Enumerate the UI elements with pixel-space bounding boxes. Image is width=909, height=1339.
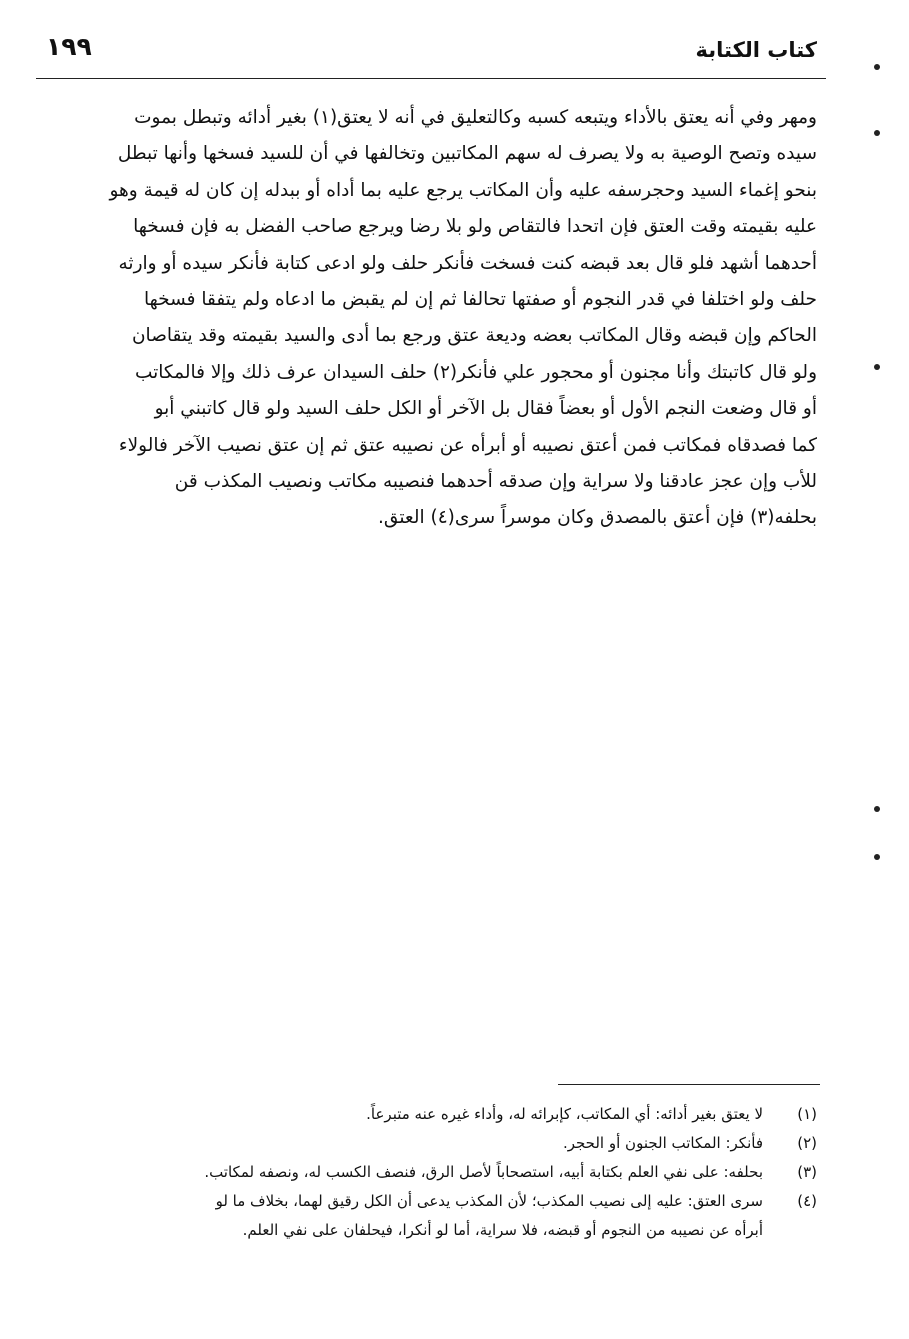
- text-line: عليه بقيمته وقت العتق فإن اتحدا فالتقاص ولو بلا رضا ويرجع صاحب الفضل به فإن فسخها: [133, 216, 817, 238]
- margin-mark: [874, 64, 880, 70]
- footnote-rule: [558, 1084, 820, 1085]
- footnote-text: [27, 1158, 763, 1187]
- text-line: أحدهما أشهد فلو قال بعد قبضه كنت فسخت فأنكر حلف ولو ادعى كتابة فأنكر سيده أو وارثه: [118, 252, 817, 274]
- header-rule: [36, 78, 826, 79]
- margin-mark: [874, 130, 880, 136]
- text-line: الحاكم وإن قبضه وقال المكاتب بعضه وديعة عتق ورجع بما أدى والسيد بقيمته وقد يتقاصان: [131, 325, 817, 347]
- footnote-line: أبرأه عن نصيبه من النجوم أو قبضه، فلا سراية، أما لو أنكرا، فيحلفان على نفي العلم.: [242, 1221, 763, 1239]
- text-line: سيده وتصح الوصية به ولا يصرف له سهم المكاتبين وتخالفها في أن للسيد فسخها وأنها تبطل: [117, 143, 817, 165]
- footnote-number: (٣): [797, 1163, 817, 1181]
- footnote-item: [27, 1100, 817, 1129]
- footnote-text: [27, 1100, 763, 1129]
- text-line: بنحو إغماء السيد وحجرسفه عليه وأن المكاتب يرجع عليه بما أداه أو ببدله إن كان له قيمة وهو: [109, 179, 817, 201]
- text-line: للأب وإن عجز عادقنا ولا سراية وإن صدقه أحدهما فنصيبه مكاتب ونصيب المكذب قن: [174, 471, 817, 493]
- text-line: بحلفه(٣) فإن أعتق بالمصدق وكان موسراً سرى(٤) العتق.: [378, 507, 817, 529]
- text-line: ولو قال كاتبتك وأنا مجنون أو محجور علي فأنكر(٢) حلف السيدان عرف ذلك وإلا فالمكاتب: [134, 361, 817, 383]
- main-text: [31, 100, 817, 537]
- text-line: ومهر وفي أنه يعتق بالأداء ويتبعه كسبه وكالتعليق في أنه لا يعتق(١) بغير أدائه وتبطل بموت: [134, 107, 817, 128]
- footnote-line: سرى العتق: عليه إلى نصيب المكذب؛ لأن المكذب يدعى أن الكل رقيق لهما، بخلاف ما لو: [215, 1192, 763, 1210]
- text-line: أو قال وضعت النجم الأول أو بعضاً فقال بل الآخر أو الكل حلف السيد ولو قال كاتبني أبو: [154, 398, 817, 420]
- margin-mark: [874, 364, 880, 370]
- footnote-line: بحلفه: على نفي العلم بكتابة أبيه، استصحاباً لأصل الرق، فنصف الكسب له، ونصفه لمكاتب.: [204, 1163, 763, 1181]
- running-head: كتاب الكتابة: [695, 38, 817, 62]
- footnote-item: [27, 1158, 817, 1187]
- text-line: حلف ولو اختلفا في قدر النجوم أو صفتها تحالفا ثم إن لم يقبض ما ادعاه ولم يتفقا فسخها: [143, 289, 817, 311]
- footnote-item: [27, 1187, 817, 1245]
- footnote-item: [27, 1129, 817, 1158]
- footnote-line: فأنكر: المكاتب الجنون أو الحجر.: [562, 1134, 763, 1152]
- footnote-number: (٢): [797, 1134, 817, 1152]
- footnotes: [27, 1100, 817, 1245]
- footnote-line: لا يعتق بغير أدائه: أي المكاتب، كإبرائه له، وأداء غيره عنه متبرعاً.: [366, 1105, 763, 1123]
- footnote-number: (١): [797, 1105, 817, 1123]
- margin-mark: [874, 854, 880, 860]
- text-line: كما فصدقاه فمكاتب فمن أعتق نصيبه أو أبرأه عن نصيبه عتق ثم إن عتق نصيب الآخر فالولاء: [118, 434, 817, 456]
- margin-mark: [874, 806, 880, 812]
- footnote-number: (٤): [797, 1192, 817, 1210]
- footnote-text: [27, 1129, 763, 1158]
- page-number: ١٩٩: [46, 32, 92, 61]
- footnote-text: [27, 1187, 763, 1245]
